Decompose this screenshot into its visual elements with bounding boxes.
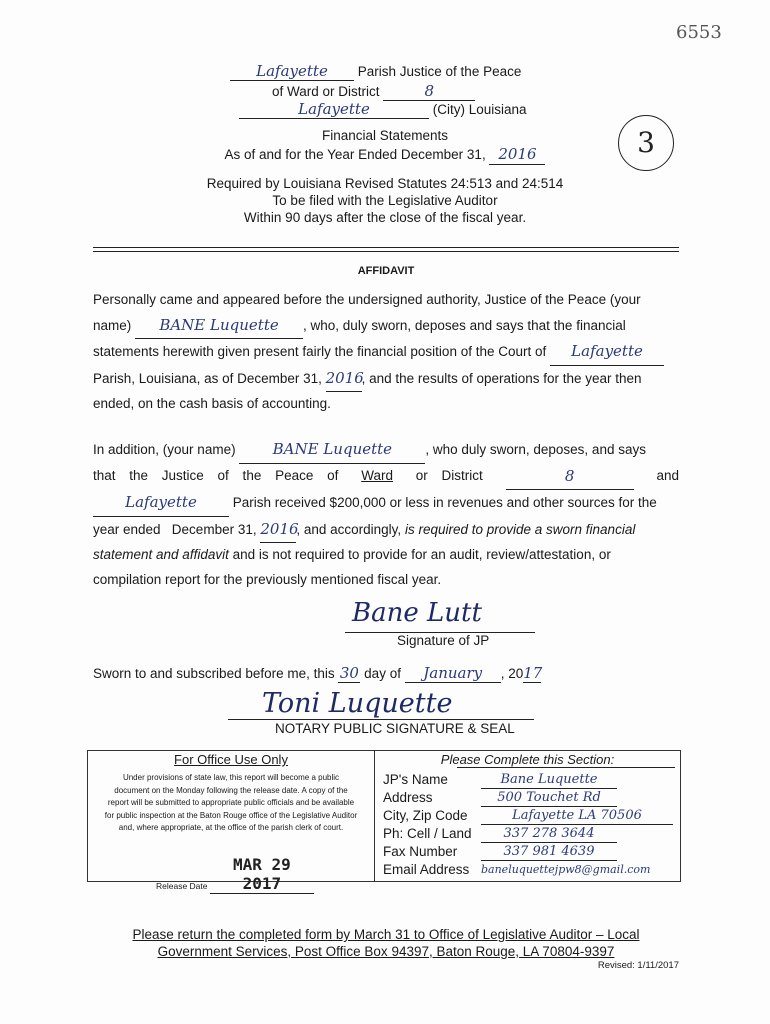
p2-year-field xyxy=(260,517,299,544)
ward-label: of Ward or District xyxy=(272,84,380,99)
phone-value: 337 278 3644 xyxy=(481,825,617,843)
complete-section xyxy=(375,751,680,881)
p2-line-5: and is not required to provide for an audit, review/attestation, or xyxy=(232,547,611,562)
p2-or-district: or District xyxy=(415,467,483,483)
email-row xyxy=(383,861,680,878)
p1-line-2-rest: , who, duly sworn, deposes and says that the financial xyxy=(303,317,626,333)
affidavit-title: AFFIDAVIT xyxy=(357,265,415,277)
p2-line-3: Parish received $200,000 or less in revenues and other sources for the xyxy=(232,495,657,510)
p1-name-label: name) xyxy=(93,317,132,333)
jp-name-row xyxy=(383,771,680,789)
office-use-line: and, where appropriate, at the office of the parish clerk of court. xyxy=(118,823,344,832)
fs-year-field xyxy=(489,145,545,165)
fs-title-block xyxy=(200,127,570,165)
jp-name-field-2 xyxy=(239,437,425,464)
parish-handwritten: Lafayette xyxy=(256,62,328,80)
sworn-day-handwritten: 30 xyxy=(339,664,359,682)
notary-signature-line xyxy=(228,719,534,720)
form-number: 6553 xyxy=(676,22,722,43)
p2-italic-1: is required to provide a sworn financial xyxy=(404,521,636,537)
sworn-day-field xyxy=(338,664,360,683)
circled-number xyxy=(618,115,674,171)
p2-line-4b: , and accordingly, xyxy=(296,521,402,537)
district-field xyxy=(506,464,634,491)
jp-name-handwritten-2: BANE Luquette xyxy=(272,440,393,458)
court-field xyxy=(550,339,664,366)
fax-label: Fax Number xyxy=(383,844,458,859)
required-line-3: Within 90 days after the close of the fiscal year. xyxy=(243,210,527,225)
required-line-2: To be filed with the Legislative Auditor xyxy=(272,193,498,208)
p2-line-1-rest: , who duly sworn, deposes, and says xyxy=(425,442,646,457)
email-value: baneluquettejpw8@gmail.com xyxy=(481,863,651,876)
sworn-label-a: Sworn to and subscribed before me, this xyxy=(93,666,335,681)
parish-field-2 xyxy=(93,490,229,517)
fs-title: Financial Statements xyxy=(321,128,449,143)
city-zip-label: City, Zip Code xyxy=(383,808,468,823)
parish2-handwritten: Lafayette xyxy=(125,493,197,511)
sworn-year-prefix: , 20 xyxy=(500,666,524,681)
ward-field xyxy=(383,82,475,101)
revised-date: Revised: 1/11/2017 xyxy=(597,960,679,971)
p1-year-field xyxy=(326,366,362,393)
email-label: Email Address xyxy=(383,862,470,877)
jp-name-handwritten: BANE Luquette xyxy=(159,315,279,334)
phone-label: Ph: Cell / Land xyxy=(383,826,472,841)
footer xyxy=(93,926,679,960)
office-use-line: document on the Monday following the release date. A copy of the xyxy=(114,785,348,795)
jp-name-field xyxy=(135,313,303,340)
city-zip-value: Lafayette LA 70506 xyxy=(481,807,673,825)
header xyxy=(230,62,560,120)
release-date-row xyxy=(156,855,314,894)
office-use-text xyxy=(88,772,374,835)
header-divider xyxy=(93,247,679,252)
parish-label: Parish Justice of the Peace xyxy=(357,64,522,79)
footer-line-1: Please return the completed form by March 31 to Office of Legislative Auditor – Local xyxy=(132,927,640,942)
fax-value: 337 981 4639 xyxy=(481,843,617,861)
sworn-month-field xyxy=(405,664,501,683)
p1-line-5: ended, on the cash basis of accounting. xyxy=(93,396,331,411)
p2-year-handwritten: 2016 xyxy=(260,519,299,538)
city-field xyxy=(239,100,429,119)
p1-year-handwritten: 2016 xyxy=(325,368,364,387)
notary-label: NOTARY PUBLIC SIGNATURE & SEAL xyxy=(275,721,515,736)
p2-line-2a: that the Justice of the Peace of xyxy=(93,467,339,483)
p2-and: and xyxy=(656,467,679,483)
office-use-line: report will be submitted to appropriate public officials and be available xyxy=(107,798,355,807)
circled-number-text: 3 xyxy=(637,126,655,159)
sworn-year-field xyxy=(523,664,541,683)
p1-line-4b: , and the results of operations for the year then xyxy=(361,370,642,386)
affidavit-paragraph-1 xyxy=(93,288,679,417)
jp-name-label: JP's Name xyxy=(383,772,448,787)
address-row xyxy=(383,789,680,807)
p1-line-4a: Parish, Louisiana, as of December 31, xyxy=(93,370,322,386)
phone-row xyxy=(383,825,680,843)
release-date-stamp: MAR 29 2017 xyxy=(210,855,314,894)
p2-ward: Ward xyxy=(361,467,393,483)
complete-heading: Please Complete this Section: xyxy=(440,752,615,767)
city-handwritten: Lafayette xyxy=(298,100,370,118)
office-use-line: for public inspection at the Baton Rouge office of the Legislative Auditor xyxy=(104,810,358,820)
city-zip-row xyxy=(383,807,680,825)
sworn-label-b: day of xyxy=(364,666,401,681)
p2-line-4a: year ended December 31, xyxy=(93,521,257,537)
address-label: Address xyxy=(383,790,433,805)
complete-heading-rule xyxy=(457,767,675,768)
footer-line-2: Government Services, Post Office Box 94397, Baton Rouge, LA 70804-9397 xyxy=(157,944,615,959)
office-use-heading: For Office Use Only xyxy=(174,752,288,767)
p1-line-1: Personally came and appeared before the undersigned authority, Justice of the Peace (your xyxy=(93,292,641,307)
sworn-year-handwritten: 17 xyxy=(523,664,543,682)
ward-handwritten: 8 xyxy=(424,82,435,100)
notary-signature: Toni Luquette xyxy=(262,688,453,719)
fax-row xyxy=(383,843,680,861)
p1-line-3: statements herewith given present fairly the financial position of the Court of xyxy=(93,344,547,359)
complete-rows xyxy=(383,771,680,878)
jp-signature-label: Signature of JP xyxy=(397,633,490,648)
affidavit-paragraph-2 xyxy=(93,437,679,592)
p2-line-6: compilation report for the previously mentioned fiscal year. xyxy=(93,571,442,587)
p2-name-label: In addition, (your name) xyxy=(93,442,236,457)
sworn-line xyxy=(93,664,541,683)
parish-field xyxy=(230,62,354,81)
required-block xyxy=(150,175,620,226)
office-complete-box xyxy=(87,750,681,893)
fs-year-handwritten: 2016 xyxy=(498,145,537,163)
complete-heading-wrap xyxy=(375,752,680,767)
address-value: 500 Touchet Rd xyxy=(481,789,617,807)
release-date-label: Release Date xyxy=(156,881,208,891)
p2-italic-2: statement and affidavit xyxy=(93,547,229,562)
jp-name-value: Bane Luquette xyxy=(481,771,617,789)
district-handwritten: 8 xyxy=(564,466,575,485)
court-handwritten: Lafayette xyxy=(571,342,643,360)
jp-signature: Bane Lutt xyxy=(352,598,482,628)
city-label: (City) Louisiana xyxy=(432,102,527,117)
as-of-label: As of and for the Year Ended December 31, xyxy=(224,147,486,162)
sworn-month-handwritten: January xyxy=(423,664,483,682)
required-line-1: Required by Louisiana Revised Statutes 24:513 and 24:514 xyxy=(206,176,564,191)
office-use-line: Under provisions of state law, this report will become a public xyxy=(122,773,340,782)
office-use-section xyxy=(88,751,375,893)
